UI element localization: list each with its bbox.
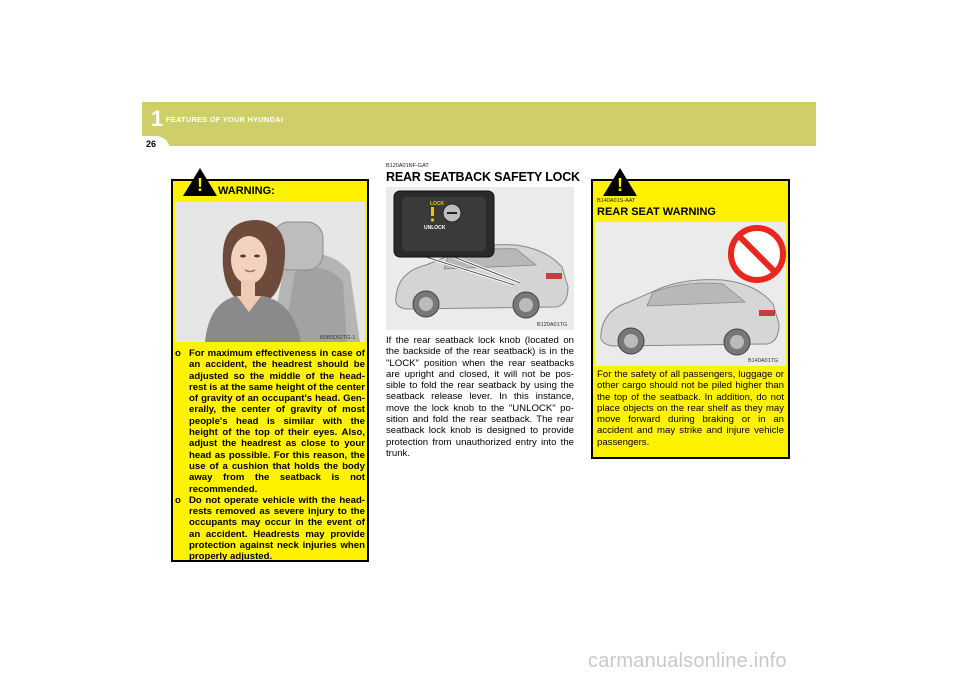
bullet-marker: o bbox=[175, 494, 181, 506]
unlock-label: UNLOCK bbox=[424, 225, 446, 231]
section-code: B140A01S-AAT bbox=[597, 198, 636, 204]
lock-label: LOCK bbox=[430, 201, 445, 207]
car-lock-image bbox=[386, 187, 574, 330]
list-item bbox=[175, 495, 365, 563]
exclamation-icon: ! bbox=[197, 175, 203, 195]
section-code: B120A01NF-GAT bbox=[386, 163, 429, 169]
bullet-marker: o bbox=[175, 348, 181, 359]
chapter-number: 1 bbox=[151, 106, 164, 131]
watermark: carmanualsonline.info bbox=[588, 650, 787, 672]
exclamation-icon: ! bbox=[617, 175, 623, 195]
page-number: 26 bbox=[146, 139, 157, 149]
photo-code: B140A01TG bbox=[748, 358, 779, 364]
header-band bbox=[142, 102, 816, 146]
woman-headrest-image bbox=[175, 202, 365, 342]
headrest-illustration bbox=[175, 202, 365, 342]
seatback-lock-illustration bbox=[386, 187, 574, 330]
chapter-title: FEATURES OF YOUR HYUNDAI bbox=[166, 115, 284, 124]
section-body: For the safety of all passengers, luggage or other cargo should not be piled higher than the top of the seatback. In addition, do not place objects on the rear shelf as they may move forward during braking or in an accident and may strike and injure vehicle passengers. bbox=[597, 369, 784, 448]
section-title: REAR SEAT WARNING bbox=[597, 206, 716, 218]
car-prohibit-image bbox=[595, 222, 786, 366]
photo-code: B080D02TG-1 bbox=[320, 335, 356, 341]
warning-list bbox=[175, 348, 365, 563]
photo-code: B120A01TG bbox=[537, 322, 568, 328]
section-title: REAR SEATBACK SAFETY LOCK bbox=[386, 170, 580, 184]
rear-seat-illustration bbox=[595, 222, 786, 366]
list-item bbox=[175, 348, 365, 495]
warning-title: WARNING: bbox=[218, 185, 275, 197]
warning-text: Do not operate vehicle with the head-rests removed as severe injury to the occupants may occur in the event of an accident. Headrests may provide protection against neck injuries when properly adjusted. bbox=[189, 494, 365, 563]
warning-text: For maximum effectiveness in case of an accident, the headrest should be adjusted so the middle of the head-rest is at the same height of the center of gravity of an occupant's head. Gen-erally, the center of gravity of most people's head is similar with the height of the top of their eyes. Also, adjust the headrest as close to your head as possible. For this reason, the use of a cushion that holds the body away from the seatback is not recommended. bbox=[189, 348, 365, 495]
section-body: If the rear seatback lock knob (located on the backside of the rear seatback) is in the "LOCK" position when the rear seatbacks are upright and closed, it will not be pos-sible to fold the rear seatback by using the seatback release lever. In this instance, move the lock knob to the "UNLOCK" po-sition and fold the rear seatback. The rear seatback lock knob is designed to provide protection from unauthorized entry into the trunk. bbox=[386, 335, 574, 459]
